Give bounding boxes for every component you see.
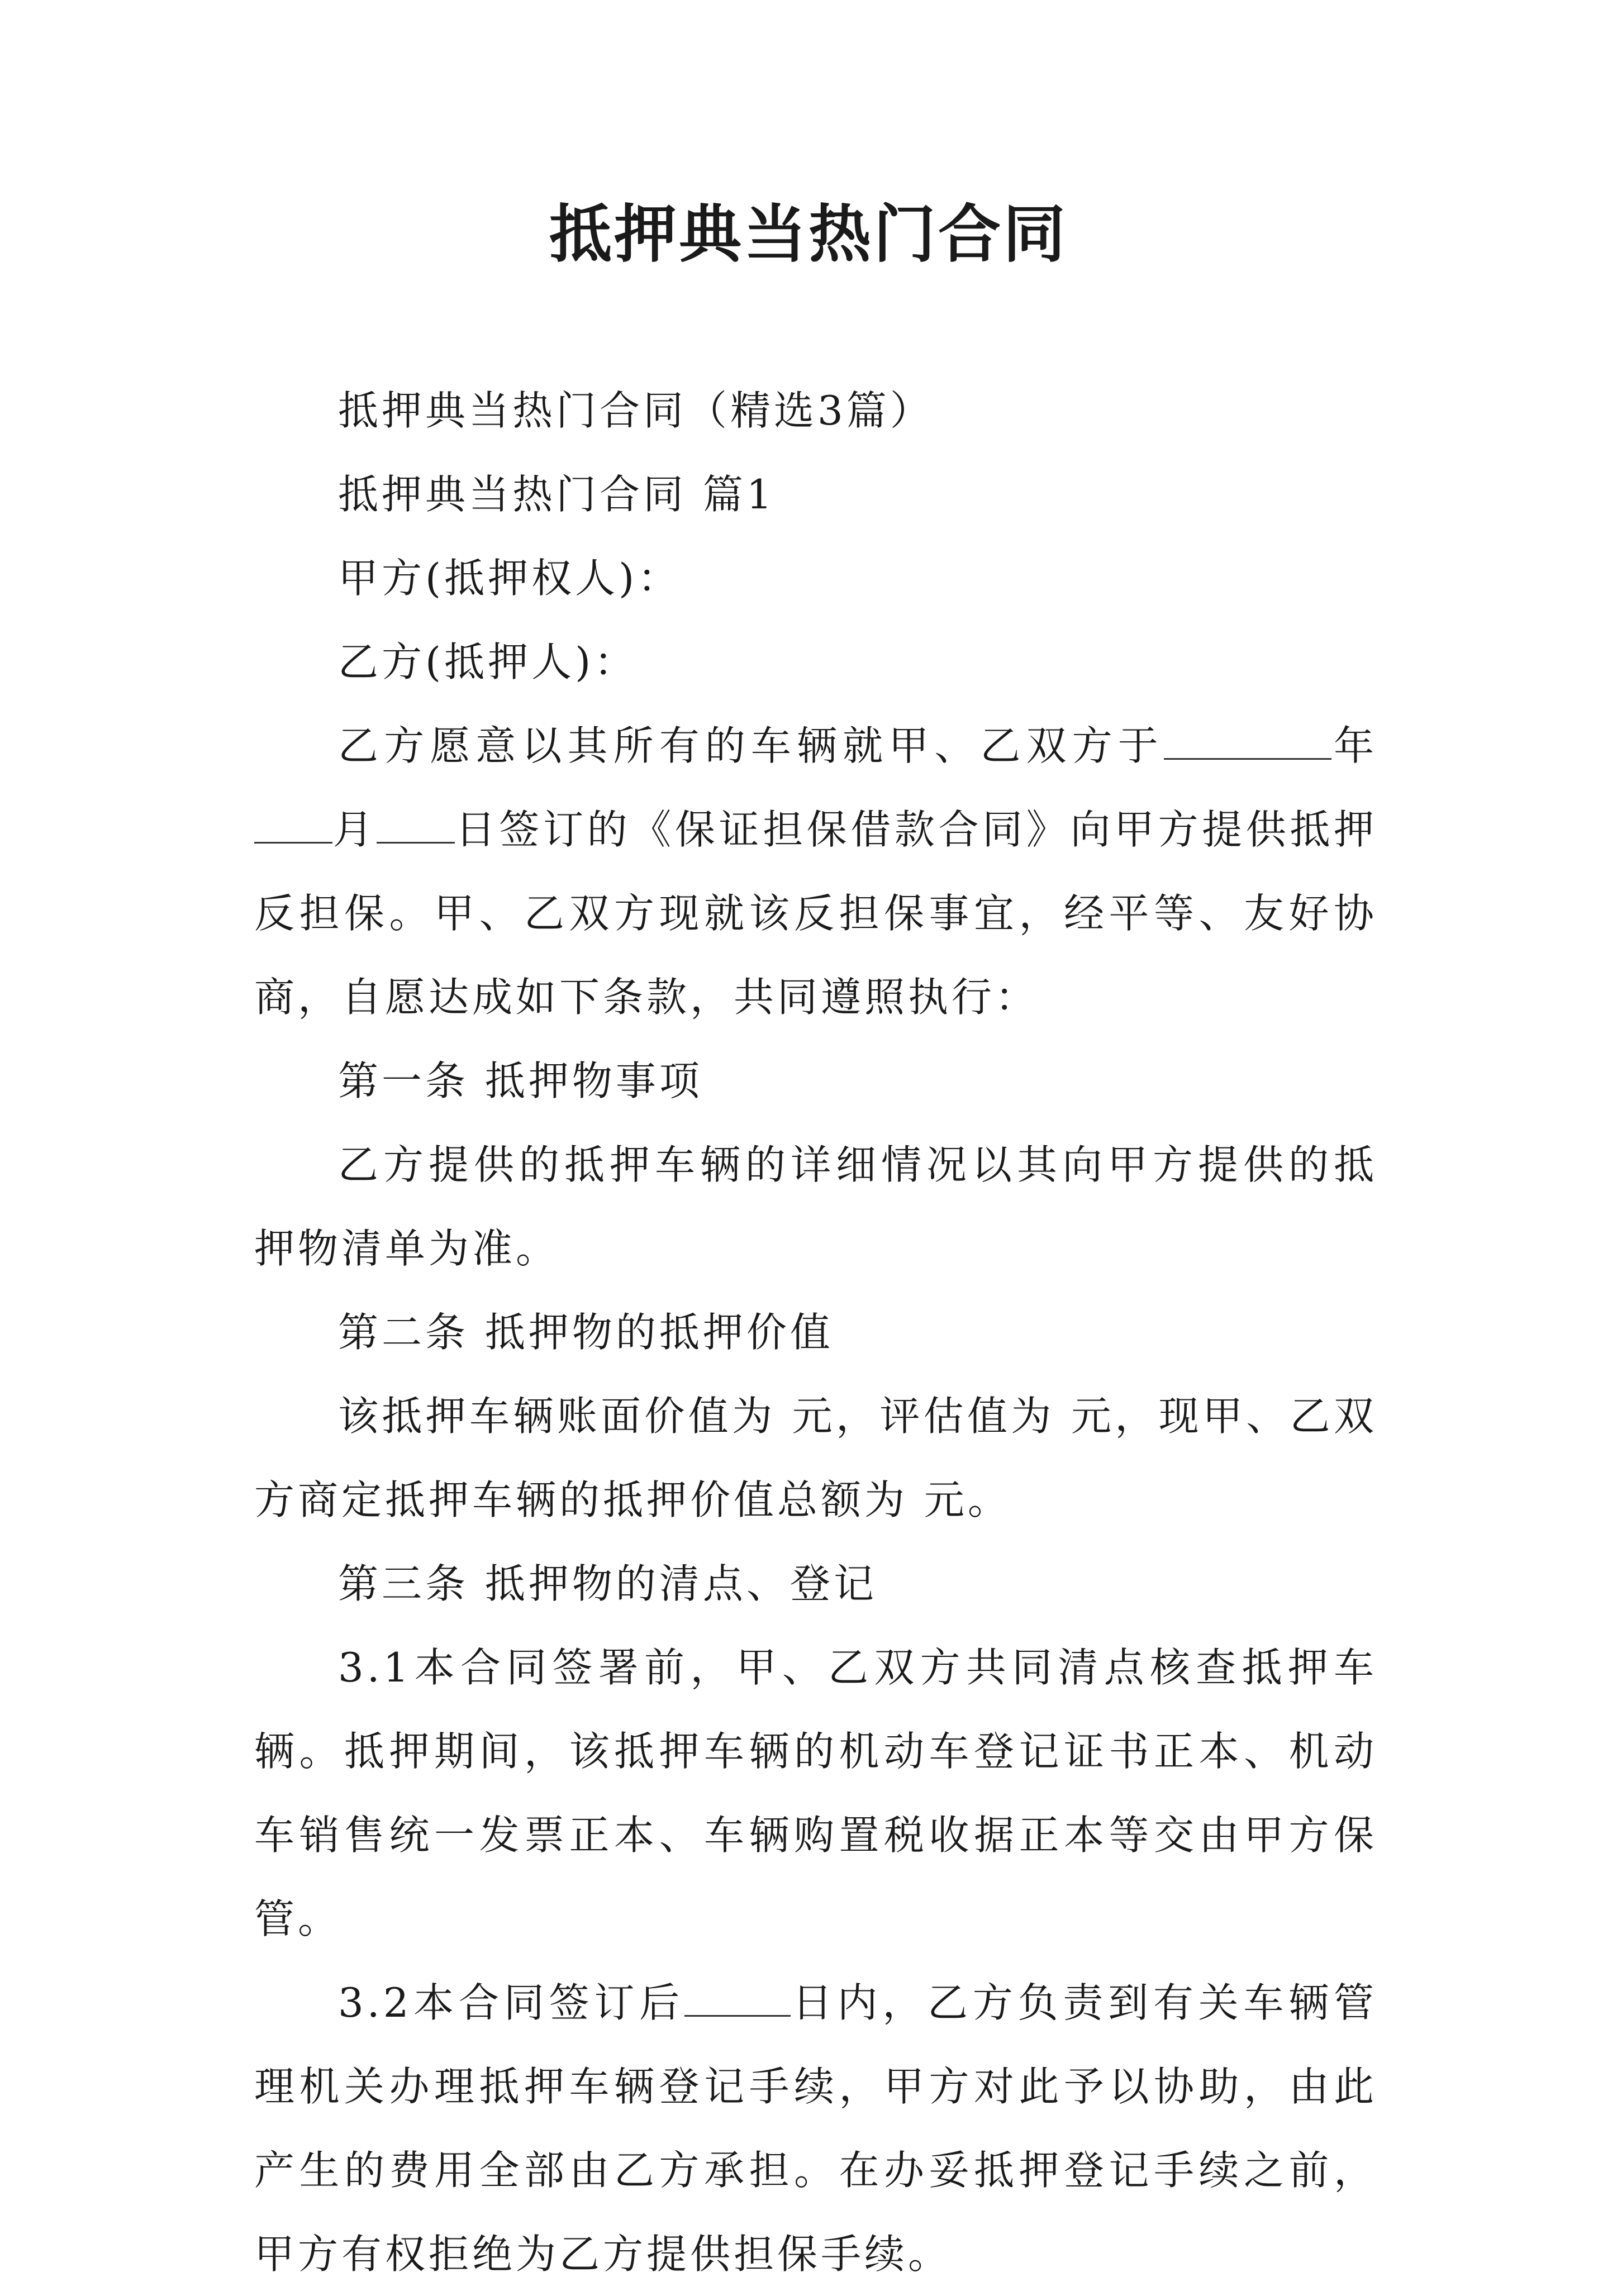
paragraph-subtitle: 抵押典当热门合同（精选3篇）: [338, 387, 934, 434]
day-blank: [377, 808, 455, 844]
article-2-heading: 第二条 抵押物的抵押价值: [338, 1309, 834, 1356]
article-1-heading: 第一条 抵押物事项: [338, 1058, 703, 1104]
document-title: 抵押典当热门合同: [549, 198, 1068, 271]
year-blank: [1164, 725, 1331, 760]
article-1-text: 乙方提供的抵押车辆的详细情况以其向甲方提供的抵押物清单为准。: [254, 1141, 1377, 1272]
days-blank: [684, 1981, 791, 2017]
paragraph-party-a: 甲方(抵押权人)：: [338, 555, 682, 602]
intro-text-month: 月: [332, 806, 377, 853]
paragraph-party-b: 乙方(抵押人)：: [338, 639, 638, 685]
article-3-2-text: [254, 1961, 1377, 2296]
paragraph-section-heading: 抵押典当热门合同 篇1: [338, 471, 776, 518]
intro-text-year: 年: [1331, 722, 1377, 769]
article-3-heading: 第三条 抵押物的清点、登记: [338, 1560, 877, 1607]
document-body: [254, 369, 1377, 2296]
article-2-text: 该抵押车辆账面价值为 元，评估值为 元，现甲、乙双方商定抵押车辆的抵押价值总额为 元。: [254, 1393, 1377, 1523]
article-3-2-text-2: 日内，乙方负责到有关车辆管理机关办理抵押车辆登记手续，甲方对此予以协助，由此产生的费用全部由乙方承担。在办妥抵押登记手续之前，甲方有权拒绝为乙方提供担保手续。: [254, 1979, 1377, 2278]
intro-text-1: 乙方愿意以其所有的车辆就甲、乙双方于: [338, 722, 1164, 769]
month-leading-blank: [254, 808, 332, 844]
article-3-1-text: 3.1本合同签署前，甲、乙双方共同清点核查抵押车辆。抵押期间，该抵押车辆的机动车登记证书正本、机动车销售统一发票正本、车辆购置税收据正本等交由甲方保管。: [254, 1644, 1377, 1942]
paragraph-intro: [254, 704, 1377, 1039]
article-3-2-text-1: 3.2本合同签订后: [338, 1979, 684, 2026]
intro-text-rest: 日签订的《保证担保借款合同》向甲方提供抵押反担保。甲、乙双方现就该反担保事宜，经平等、友好协商，自愿达成如下条款，共同遵照执行：: [254, 806, 1377, 1021]
